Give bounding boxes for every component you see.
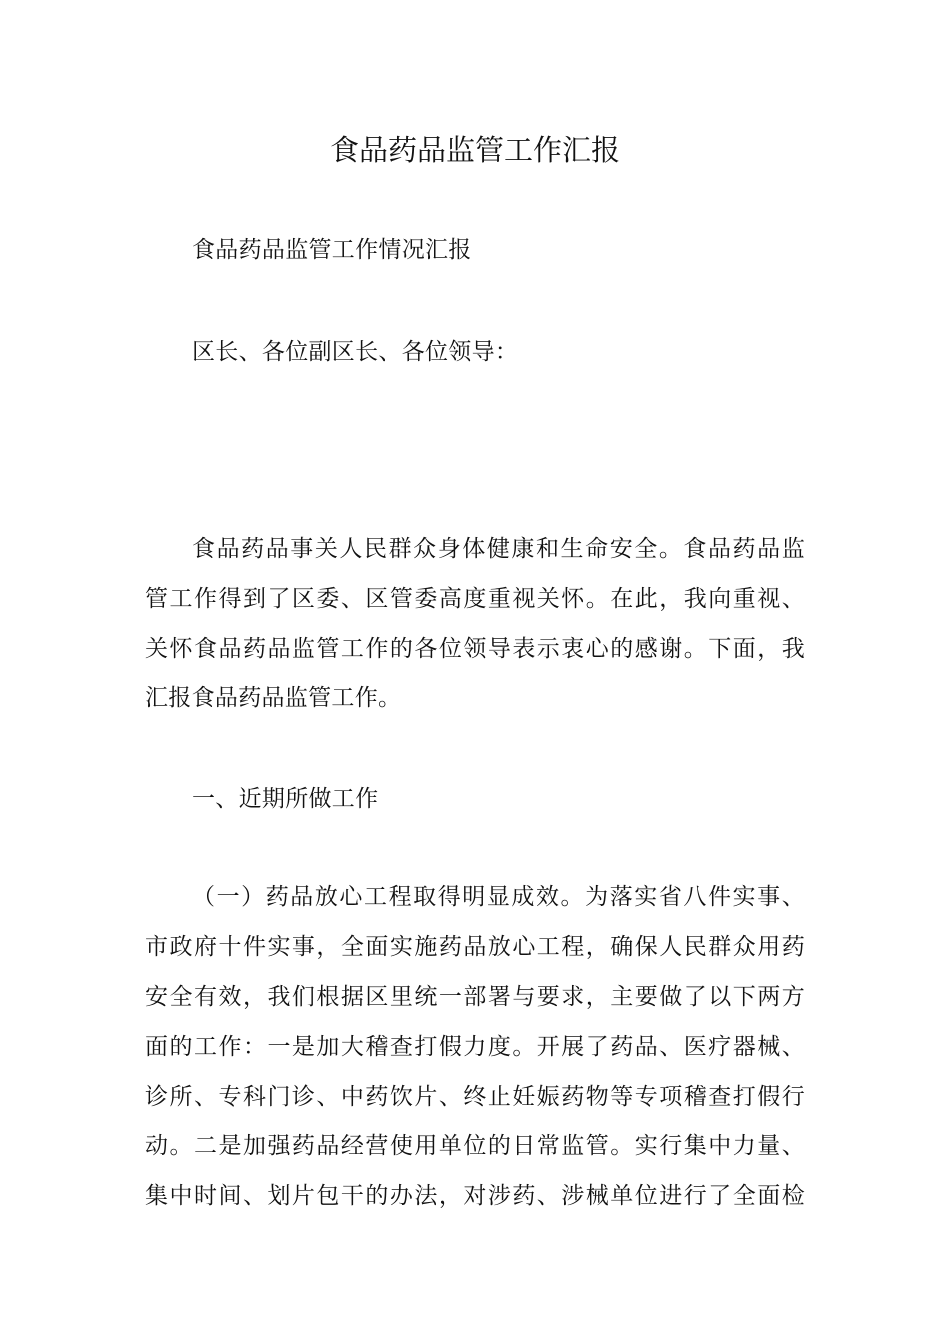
paragraph-line: 安全有效，我们根据区里统一部署与要求，主要做了以下两方	[145, 984, 805, 1010]
paragraph-line: 食品药品事关人民群众身体健康和生命安全。食品药品监	[192, 536, 805, 562]
paragraph-line: 诊所、专科门诊、中药饮片、终止妊娠药物等专项稽查打假行	[145, 1084, 805, 1110]
paragraph-line: 动。二是加强药品经营使用单位的日常监管。实行集中力量、	[145, 1133, 805, 1159]
paragraph-line: 关怀食品药品监管工作的各位领导表示衷心的感谢。下面，我	[145, 636, 805, 662]
paragraph-line: 市政府十件实事，全面实施药品放心工程，确保人民群众用药	[145, 934, 805, 960]
report-subtitle: 食品药品监管工作情况汇报	[192, 237, 472, 263]
paragraph-line: （一）药品放心工程取得明显成效。为落实省八件实事、	[192, 884, 805, 910]
paragraph-line: 面的工作：一是加大稽查打假力度。开展了药品、医疗器械、	[145, 1034, 805, 1060]
page-title: 食品药品监管工作汇报	[329, 133, 620, 167]
paragraph-line: 汇报食品药品监管工作。	[145, 685, 402, 711]
paragraph-line: 集中时间、划片包干的办法，对涉药、涉械单位进行了全面检	[145, 1183, 805, 1209]
paragraph-line: 管工作得到了区委、区管委高度重视关怀。在此，我向重视、	[145, 586, 805, 612]
section-heading: 一、近期所做工作	[192, 786, 379, 812]
salutation: 区长、各位副区长、各位领导：	[192, 339, 519, 365]
